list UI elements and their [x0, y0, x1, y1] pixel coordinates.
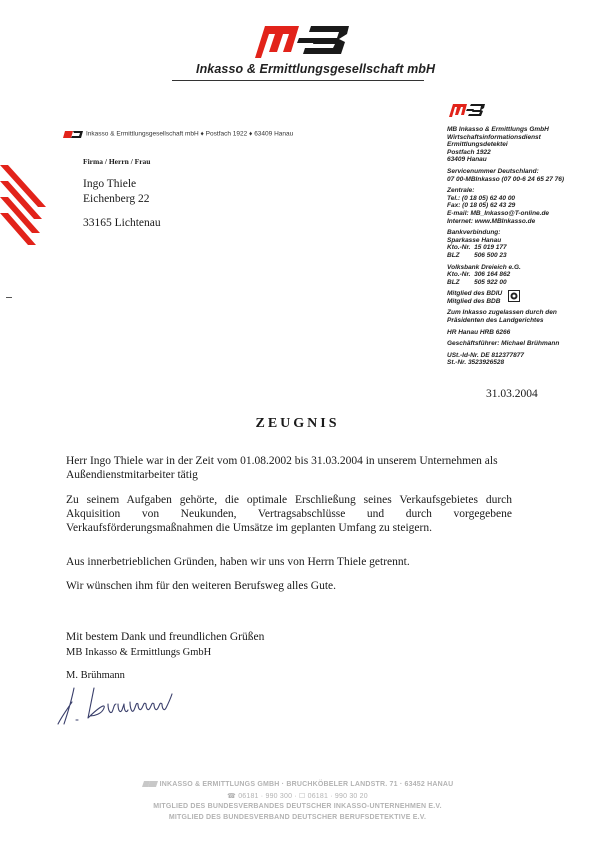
managing-director: Geschäftsführer: Michael Brühmann [447, 340, 560, 348]
fax-number: Fax: (0 18 05) 62 43 29 [447, 202, 516, 210]
info-block-logo [447, 102, 487, 118]
text-line: Verkaufsförderungsmaßnahmen die Umsätze im geplanten Umfang zu steigern. [66, 521, 432, 534]
text-line: Herr Ingo Thiele war in der Zeit vom 01.08.2002 bis 31.03.2004 in unserem Unternehmen als [66, 455, 498, 467]
document-title: ZEUGNIS [255, 416, 340, 431]
small-logo-icon [62, 130, 84, 138]
info-line: 63409 Hanau [447, 156, 487, 164]
letter-date: 31.03.2004 [486, 388, 538, 400]
paragraph-duties [66, 494, 512, 535]
signer-name: M. Brühmann [66, 670, 125, 681]
sender-line [62, 130, 293, 138]
text-line: Außendienstmitarbeiter tätig [66, 468, 198, 481]
footer-membership-2: MITGLIED DES BUNDESVERBAND DEUTSCHER BERUFSDETEKTIVE E.V. [168, 814, 427, 821]
paragraph-separation: Aus innerbetrieblichen Gründen, haben wir uns von Herrn Thiele getrennt. [66, 556, 410, 568]
company-logo [247, 20, 355, 60]
central-label: Zentrale: [447, 187, 475, 195]
association-seal-icon [508, 290, 520, 302]
recipient-city: 33165 Lichtenau [83, 217, 161, 229]
footer-phone: ☎ 06181 · 990 300 · ☐ 06181 · 990 30 20 [227, 793, 368, 800]
website: Internet: www.MBInkasso.de [447, 217, 536, 225]
bank1-name: Sparkasse Hanau [447, 236, 502, 244]
sender-company: Inkasso & Ermittlungsgesellschaft mbH [86, 130, 199, 138]
footer-address-text: INKASSO & ERMITTLUNGS GMBH · BRUCHKÖBELER LANDSTR. 71 · 63452 HANAU [159, 781, 454, 788]
sender-separator: ♦ [249, 130, 253, 138]
bank1-blz: BLZ 506 500 23 [447, 251, 507, 259]
bank1-account: Kto.-Nr. 15 019 177 [447, 244, 507, 252]
paragraph-wishes: Wir wünschen ihm für den weiteren Berufsweg alles Gute. [66, 580, 337, 592]
recipient-name: Ingo Thiele [83, 178, 137, 190]
membership-bdiu: Mitglied des BDIU [447, 290, 503, 298]
bank2-blz: BLZ 505 922 00 [447, 278, 507, 286]
company-title: Inkasso & Ermittlungsgesellschaft mbH [196, 62, 436, 76]
info-line: Ermittlungsdetektei [447, 141, 508, 149]
email-address: E-mail: MB_Inkasso@T-online.de [447, 209, 550, 217]
footer-logo-icon [142, 781, 158, 787]
text-line: Akquisition von Neukunden, Vertragsabschlüsse und durch vorgegebene [66, 507, 512, 520]
service-number: 07 00-MBInkasso (07 00-6 24 65 27 76) [447, 175, 565, 183]
footer-membership-1: MITGLIED DES BUNDESVERBANDES DEUTSCHER INKASSO-UNTERNEHMEN E.V. [153, 803, 442, 810]
sender-separator: ♦ [200, 130, 204, 138]
membership-bdb: Mitglied des BDB [447, 297, 501, 305]
service-label: Servicenummer Deutschland: [447, 167, 539, 175]
handwritten-signature [52, 680, 202, 728]
recipient-street: Eichenberg 22 [83, 193, 150, 205]
footer-address [0, 781, 595, 788]
sender-city: 63409 Hanau [254, 130, 294, 138]
sender-postbox: Postfach 1922 [205, 130, 248, 138]
closing-greeting: Mit bestem Dank und freundlichen Grüßen [66, 631, 265, 643]
info-line: Postfach 1922 [447, 148, 491, 156]
bank2-name: Volksbank Dreieich e.G. [447, 263, 521, 271]
red-stripes-decoration [0, 163, 50, 251]
trade-register: HR Hanau HRB 6266 [447, 328, 511, 336]
header-rule [172, 80, 424, 81]
paragraph-employment [66, 455, 512, 483]
admission-line: Zum Inkasso zugelassen durch den [447, 309, 557, 317]
salutation-label: Firma / Herrn / Frau [83, 157, 151, 166]
text-line: Zu seinem Aufgaben gehörte, die optimale Erschließung seines Verkaufsgebietes durch [66, 494, 512, 506]
bank2-account: Kto.-Nr. 306 164 862 [447, 271, 511, 279]
tax-number: St.-Nr. 3523926528 [447, 359, 505, 367]
vat-id: USt.-Id-Nr. DE 812377877 [447, 351, 524, 359]
tel-number: Tel.: (0 18 05) 62 40 00 [447, 194, 516, 202]
bank-label: Bankverbindung: [447, 229, 501, 237]
fold-mark [6, 297, 12, 298]
info-line: MB Inkasso & Ermittlungs GmbH [447, 126, 549, 133]
info-line: Wirtschaftsinformationsdienst [447, 133, 541, 141]
company-info-block [447, 126, 587, 367]
closing-company: MB Inkasso & Ermittlungs GmbH [66, 647, 212, 658]
admission-line: Präsidenten des Landgerichtes [447, 317, 544, 325]
